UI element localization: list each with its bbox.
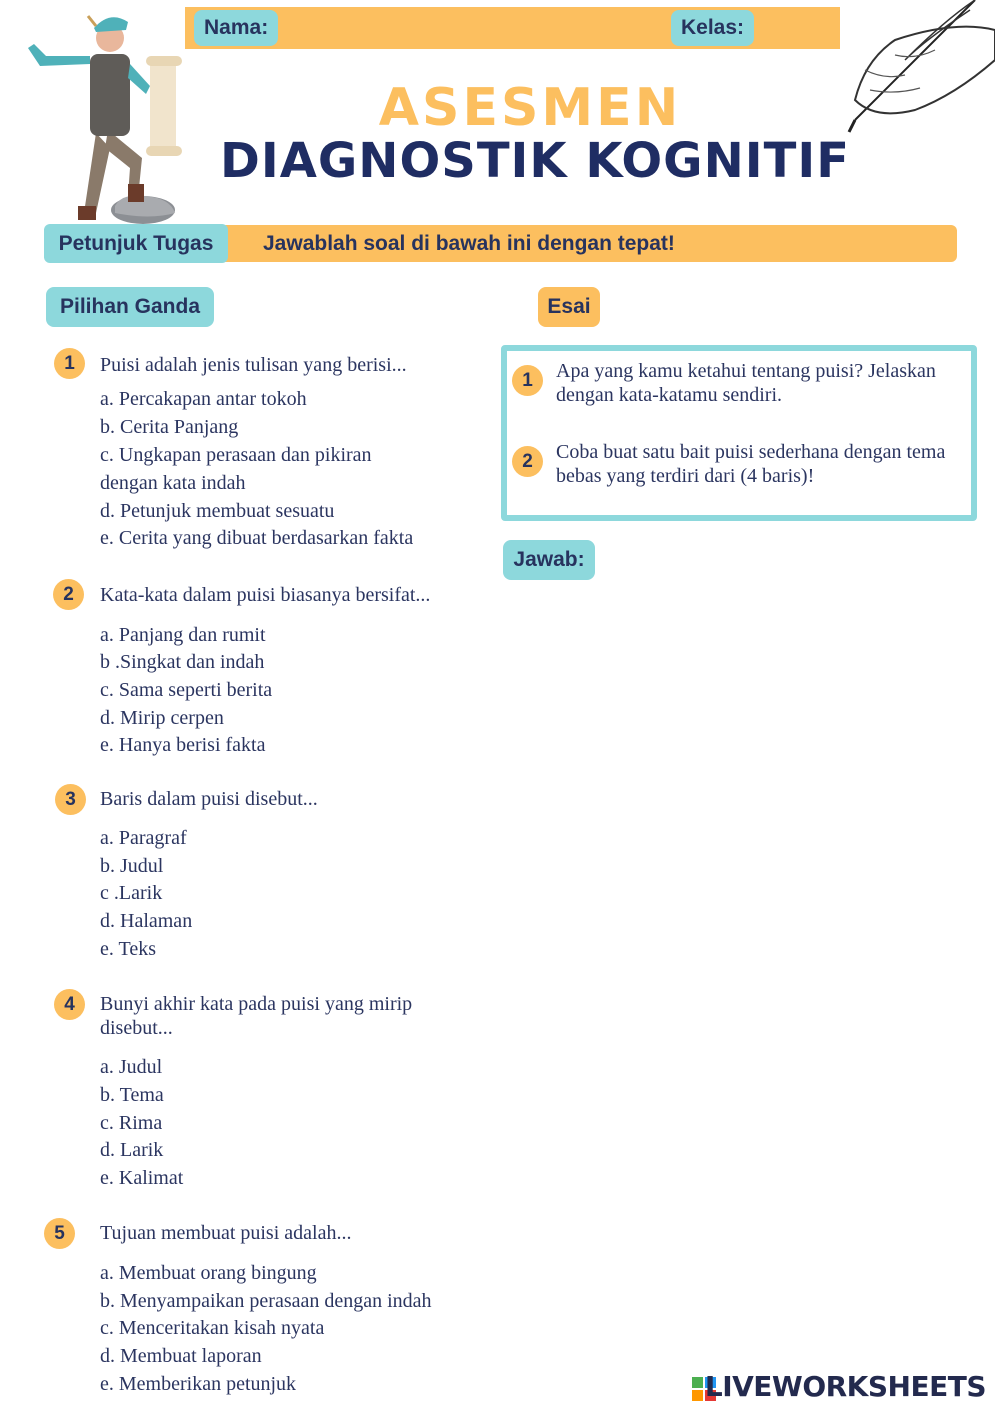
mc-option[interactable]: a. Panjang dan rumit [100, 624, 266, 646]
question-number-badge: 5 [44, 1218, 75, 1249]
question-number-badge: 2 [512, 446, 543, 477]
question-number-badge: 4 [54, 989, 85, 1020]
nama-label: Nama: [194, 10, 278, 46]
mc-option[interactable]: c. Menceritakan kisah nyata [100, 1317, 325, 1339]
mc-option[interactable]: b. Menyampaikan perasaan dengan indah [100, 1290, 432, 1312]
essay-question-2: Coba buat satu bait puisi sederhana dengan tema bebas yang terdiri dari (4 baris)! [556, 441, 946, 487]
mc-option[interactable]: e. Cerita yang dibuat berdasarkan fakta [100, 527, 414, 549]
title-diagnostik: DIAGNOSTIK KOGNITIF [220, 133, 850, 189]
mc-option[interactable]: d. Petunjuk membuat sesuatu [100, 500, 335, 522]
mc-question-5: Tujuan membuat puisi adalah... [100, 1222, 352, 1244]
mc-option[interactable]: e. Teks [100, 938, 156, 960]
mc-option[interactable]: d. Membuat laporan [100, 1345, 262, 1367]
mc-option[interactable]: b .Singkat dan indah [100, 651, 265, 673]
mc-option[interactable]: b. Judul [100, 855, 164, 877]
mc-option[interactable]: d. Mirip cerpen [100, 707, 224, 729]
question-number-badge: 1 [54, 348, 85, 379]
mc-option[interactable]: d. Larik [100, 1139, 164, 1161]
mc-question-2: Kata-kata dalam puisi biasanya bersifat... [100, 584, 431, 606]
mc-option[interactable]: c. Sama seperti berita [100, 679, 273, 701]
instruction-label: Petunjuk Tugas [44, 224, 228, 263]
mc-question-4: Bunyi akhir kata pada puisi yang mirip disebut... [100, 993, 413, 1039]
liveworksheets-brand: LIVEWORKSHEETS [704, 1370, 986, 1403]
mc-option[interactable]: a. Judul [100, 1056, 163, 1078]
mc-option[interactable]: c .Larik [100, 882, 163, 904]
mc-option[interactable]: b. Cerita Panjang [100, 416, 239, 438]
jawab-label: Jawab: [503, 540, 595, 580]
question-number-badge: 1 [512, 365, 543, 396]
mc-option[interactable]: d. Halaman [100, 910, 193, 932]
pilihan-ganda-heading: Pilihan Ganda [46, 287, 214, 327]
essay-question-1: Apa yang kamu ketahui tentang puisi? Jelaskan dengan kata-katamu sendiri. [556, 360, 936, 406]
question-number-badge: 3 [55, 784, 86, 815]
mc-question-3: Baris dalam puisi disebut... [100, 788, 318, 810]
mc-option[interactable]: e. Hanya berisi fakta [100, 734, 266, 756]
instruction-text: Jawablah soal di bawah ini dengan tepat! [263, 232, 675, 255]
mc-option[interactable]: e. Kalimat [100, 1167, 184, 1189]
mc-option[interactable]: b. Tema [100, 1084, 164, 1106]
title-asesmen: ASESMEN [378, 78, 682, 138]
mc-option[interactable]: a. Percakapan antar tokoh [100, 388, 307, 410]
mc-option[interactable]: c. Rima [100, 1112, 163, 1134]
mc-option[interactable]: a. Membuat orang bingung [100, 1262, 317, 1284]
mc-question-1: Puisi adalah jenis tulisan yang berisi... [100, 354, 407, 376]
mc-option[interactable]: a. Paragraf [100, 827, 187, 849]
kelas-label: Kelas: [671, 10, 754, 46]
mc-option[interactable]: c. Ungkapan perasaan dan pikiran dengan kata indah [100, 444, 372, 494]
esai-heading: Esai [538, 287, 600, 327]
mc-option[interactable]: e. Memberikan petunjuk [100, 1373, 297, 1395]
question-number-badge: 2 [53, 579, 84, 610]
